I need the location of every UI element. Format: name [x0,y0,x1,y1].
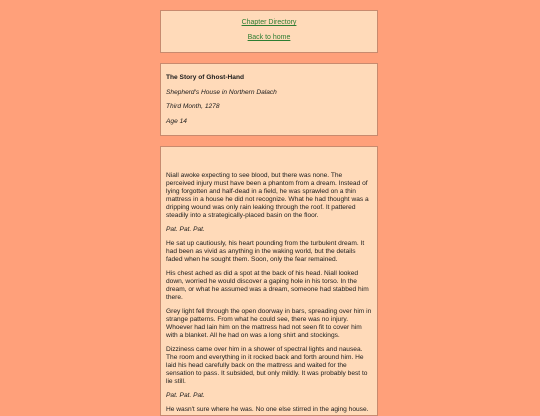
story-location: Shepherd's House in Northern Dalach [166,88,277,96]
story-paragraph: Niall awoke expecting to see blood, but there was none. The perceived injury must have been a phantom from a dream. Instead of lying forgotten and half-dead in a field, he was sprawled on a thin mattress in a house he did not recognize. What he had thought was a dripping wound was only rain leaking through the roof. It pattered steadily into a strategically-placed basin on the floor. [166,172,369,219]
story-paragraph: His chest ached as did a spot at the back of his head. Niall looked down, worried he would discover a gaping hole in his torso. In the dream, or what he assumed was a dream, someone had stabbed him there. [166,270,369,301]
story-body[interactable] [160,146,378,416]
story-age: Age 14 [166,117,187,125]
chapter-navigation [160,10,378,53]
story-header [160,63,378,136]
back-to-home-link[interactable]: Back to home [247,34,291,41]
story-title: The Story of Ghost-Hand [166,74,245,81]
story-paragraph: Grey light fell through the open doorway in bars, spreading over him in strange patterns. From what he could see, there was no injury. Whoever had lain him on the mattress had not seen fit to cover him with a blanket. All he had on was a long shirt and stockings. [166,308,372,339]
story-date: Third Month, 1278 [166,103,220,110]
story-paragraph: He wasn't sure where he was. No one else stirred in the aging house. [166,406,369,414]
story-paragraph: He sat up cautiously, his heart pounding from the turbulent dream. It had been as vivid as anything in the waking world, but the details faded when he sought them. Soon, only the fear remained. [166,240,365,263]
story-paragraph: Pat. Pat. Pat. [166,392,205,400]
chapter-directory-link[interactable]: Chapter Directory [241,19,297,26]
story-paragraph: Pat. Pat. Pat. [166,225,205,233]
story-paragraph: Dizziness came over him in a shower of spectral lights and nausea. The room and everything in it rocked back and forth around him. He laid his head carefully back on the mattress and waited for the sensation to pass. It subsided, but only mildly. It was probably best to lie still. [166,346,368,385]
